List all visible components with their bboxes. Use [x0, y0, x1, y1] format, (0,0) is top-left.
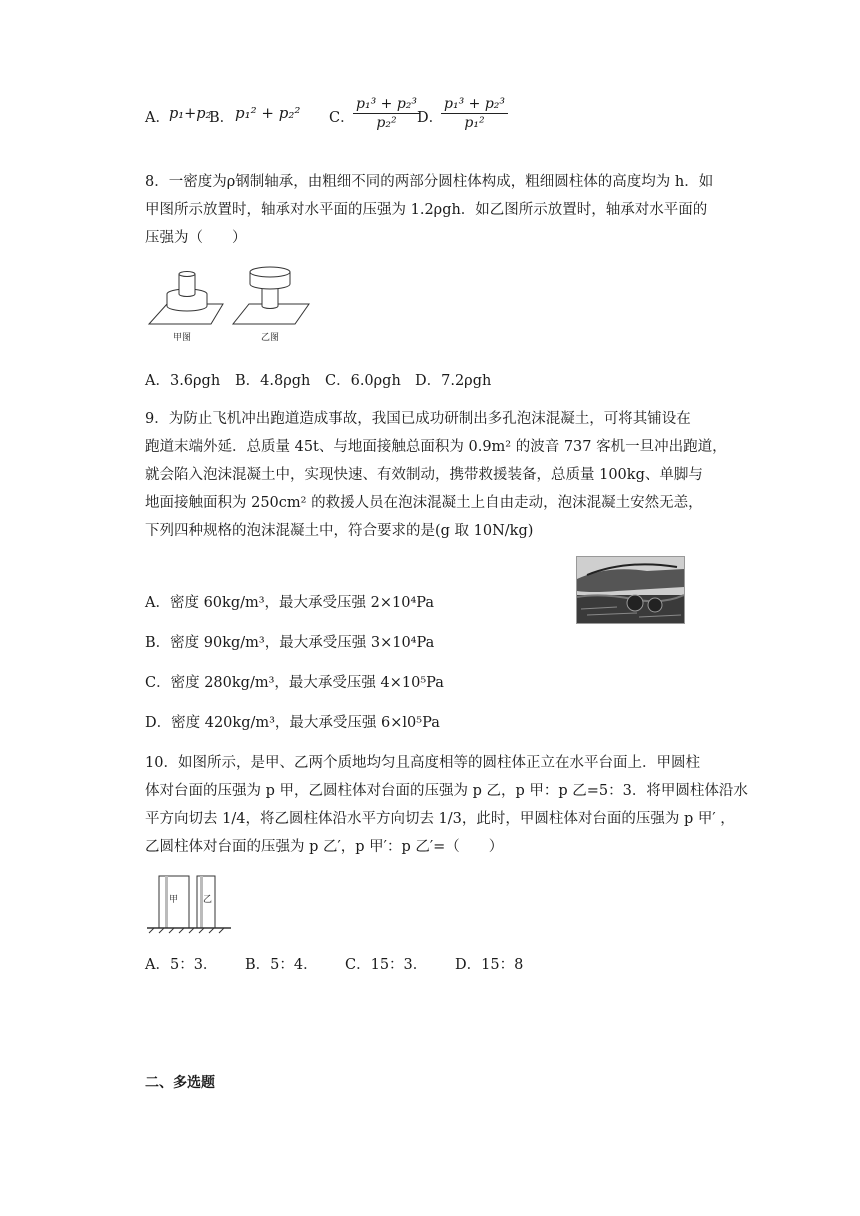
airplane-in-foam-image [577, 557, 684, 623]
q9-stem-line-5: 下列四种规格的泡沫混凝土中，符合要求的是(g 取 10N/kg) [145, 523, 534, 539]
q7-option-c-label: C． [329, 110, 355, 126]
q10-figure-label-yi: 乙 [203, 895, 213, 905]
cylinders-figure [145, 870, 235, 934]
q9-option-d: D．密度 420kg/m³，最大承受压强 6×l0⁵Pa [145, 715, 440, 731]
q7-option-d-numerator: p₁³ + p₂³ [441, 96, 508, 114]
q7-options [145, 96, 565, 136]
q8-figure [145, 266, 325, 346]
q10-figure-label-jia: 甲 [169, 895, 179, 905]
q7-option-d-denominator: p₁² [464, 115, 485, 131]
q10-option-b: B．5：4． [245, 957, 318, 973]
q8-figure-label-jia: 甲图 [173, 333, 192, 343]
q10-stem-line-4: 乙圆柱体对台面的压强为 p 乙′，p 甲′：p 乙′=（ ） [145, 839, 504, 855]
q8-option-c: C．6.0ρgh [325, 373, 401, 389]
section-heading-multiple-choice: 二、多选题 [145, 1075, 215, 1091]
q7-option-c-denominator: p₂² [376, 115, 397, 131]
bearing-figure [145, 266, 325, 346]
q8-option-b: B．4.8ρgh [235, 373, 311, 389]
q8-option-d: D．7.2ρgh [415, 373, 492, 389]
q8-figure-label-yi: 乙图 [261, 333, 280, 343]
q9-stem-line-4: 地面接触面积为 250cm² 的救援人员在泡沫混凝土上自由走动，泡沫混凝土安然无恙， [145, 495, 703, 511]
q10-option-c: C．15：3． [345, 957, 428, 973]
q7-option-b-label: B． [209, 110, 235, 126]
q7-option-d-label: D． [417, 110, 444, 126]
q10-option-d: D．15：8 [455, 957, 524, 973]
q9-stem-line-3: 就会陷入泡沫混凝土中，实现快速、有效制动，携带救援装备，总质量 100kg、单脚与 [145, 467, 703, 483]
q9-stem-line-1: 9．为防止飞机冲出跑道造成事故，我国已成功研制出多孔泡沫混凝土，可将其铺设在 [145, 411, 691, 427]
q10-stem-line-2: 体对台面的压强为 p 甲，乙圆柱体对台面的压强为 p 乙，p 甲：p 乙=5：3．将甲圆柱体沿水 [145, 783, 748, 799]
q10-option-a: A．5：3． [145, 957, 218, 973]
q8-option-a: A．3.6ρgh [145, 373, 221, 389]
q8-stem-line-3: 压强为（ ） [145, 230, 247, 246]
q7-option-a-expr: p₁+p₂ [169, 106, 212, 122]
q9-option-c: C．密度 280kg/m³，最大承受压强 4×10⁵Pa [145, 675, 444, 691]
q8-stem-line-1: 8．一密度为ρ钢制轴承，由粗细不同的两部分圆柱体构成，粗细圆柱体的高度均为 h．如 [145, 174, 714, 190]
q8-options [145, 369, 545, 389]
q10-options [145, 953, 565, 973]
q10-stem-line-3: 平方向切去 1/4，将乙圆柱体沿水平方向切去 1/3，此时，甲圆柱体对台面的压强为 p 甲′ ， [145, 811, 735, 827]
q7-option-a-label: A． [145, 110, 170, 126]
q10-stem-line-1: 10．如图所示，是甲、乙两个质地均匀且高度相等的圆柱体正立在水平台面上．甲圆柱 [145, 755, 700, 771]
q7-option-b-expr: p₁² + p₂² [235, 104, 301, 122]
q7-option-d-fraction [441, 96, 508, 131]
q9-option-a: A．密度 60kg/m³，最大承受压强 2×10⁴Pa [145, 595, 435, 611]
q7-option-c-fraction [353, 96, 420, 131]
q9-stem-line-2: 跑道末端外延．总质量 45t、与地面接触总面积为 0.9m² 的波音 737 客机一旦冲出跑道， [145, 439, 727, 455]
q8-stem-line-2: 甲图所示放置时，轴承对水平面的压强为 1.2ρgh．如乙图所示放置时，轴承对水平面的 [145, 202, 708, 218]
q7-option-c-numerator: p₁³ + p₂³ [353, 96, 420, 114]
airplane-photo [576, 556, 685, 624]
q10-figure [145, 870, 235, 934]
q9-option-b: B．密度 90kg/m³，最大承受压强 3×10⁴Pa [145, 635, 435, 651]
